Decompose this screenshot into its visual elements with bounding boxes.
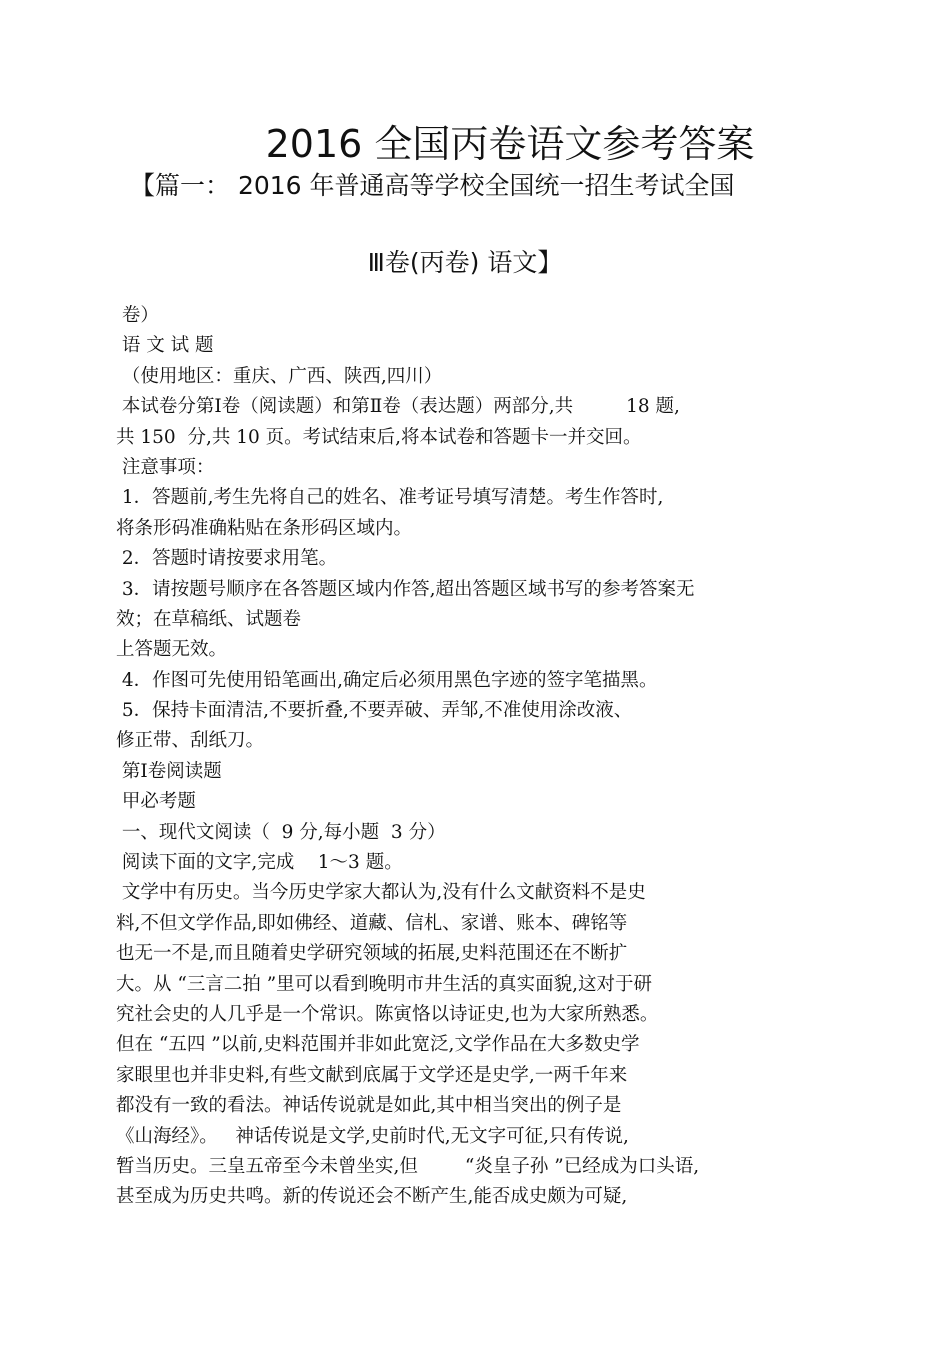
text-line: 《山海经》。 神话传说是文学,史前时代,无文字可征,只有传说, (116, 1125, 629, 1147)
text-line: 家眼里也并非史料,有些文献到底属于文学还是史学,一两千年来 (116, 1064, 628, 1086)
text-line: 4．作图可先使用铅笔画出,确定后必须用黑色字迹的签字笔描黑。 (116, 669, 658, 691)
document-title: 2016 全国丙卷语文参考答案 (265, 122, 755, 166)
text-line: 但在 “五四 ”以前,史料范围并非如此宽泛,文学作品在大多数史学 (116, 1034, 640, 1056)
text-line: 究社会史的人几乎是一个常识。陈寅恪以诗证史,也为大家所熟悉。 (116, 1003, 659, 1025)
text-line: 注意事项： (116, 456, 215, 478)
text-line: 共 150 分,共 10 页。考试结束后,将本试卷和答题卡一并交回。 (116, 426, 642, 448)
document-subtitle: 【篇一： 2016 年普通高等学校全国统一招生考试全国 (130, 171, 735, 200)
text-line: 一、现代文阅读（ 9 分,每小题 3 分） (116, 821, 446, 843)
text-line: 文学中有历史。当今历史学家大都认为,没有什么文献资料不是史 (116, 882, 646, 904)
text-line: 也无一不是,而且随着史学研究领域的拓展,史料范围还在不断扩 (116, 943, 628, 965)
text-line: 将条形码准确粘贴在条形码区域内。 (116, 517, 413, 539)
text-line: 第Ⅰ卷阅读题 (116, 760, 222, 782)
text-line: 甲必考题 (116, 791, 196, 813)
text-line: 甚至成为历史共鸣。新的传说还会不断产生,能否成史颇为可疑, (116, 1186, 628, 1208)
text-line: 都没有一致的看法。神话传说就是如此,其中相当突出的例子是 (116, 1095, 622, 1117)
text-line: 修正带、刮纸刀。 (116, 730, 265, 752)
text-line: 上答题无效。 (116, 639, 228, 661)
text-line: 语 文 试 题 (116, 335, 214, 357)
text-line: 大。从 “三言二拍 ”里可以看到晚明市井生活的真实面貌,这对于研 (116, 973, 653, 995)
text-line: 卷） (116, 305, 159, 326)
text-line: 暂当历史。三皇五帝至今未曾坐实,但 “炎皇子孙 ”已经成为口头语, (116, 1155, 700, 1177)
document-body (116, 301, 836, 1213)
text-line: 3．请按题号顺序在各答题区域内作答,超出答题区域书写的参考答案无 (116, 578, 695, 600)
text-line: 料,不但文学作品,即如佛经、道藏、信札、家谱、账本、碑铭等 (116, 912, 628, 934)
text-line: 效；在草稿纸、试题卷 (116, 608, 302, 630)
text-line: 阅读下面的文字,完成 1～3 题。 (116, 852, 403, 874)
text-line: 本试卷分第Ⅰ卷（阅读题）和第Ⅱ卷（表达题）两部分,共 18 题, (116, 396, 680, 418)
text-line: 5．保持卡面清洁,不要折叠,不要弄破、弄邹,不准使用涂改液、 (116, 700, 633, 722)
text-line: 1．答题前,考生先将自己的姓名、准考证号填写清楚。考生作答时, (116, 487, 664, 509)
text-line: 2．答题时请按要求用笔。 (116, 548, 338, 570)
document-subtitle-continued: Ⅲ卷(丙卷) 语文】 (367, 248, 563, 277)
text-line: （使用地区：重庆、广西、陕西,四川） (116, 365, 443, 387)
